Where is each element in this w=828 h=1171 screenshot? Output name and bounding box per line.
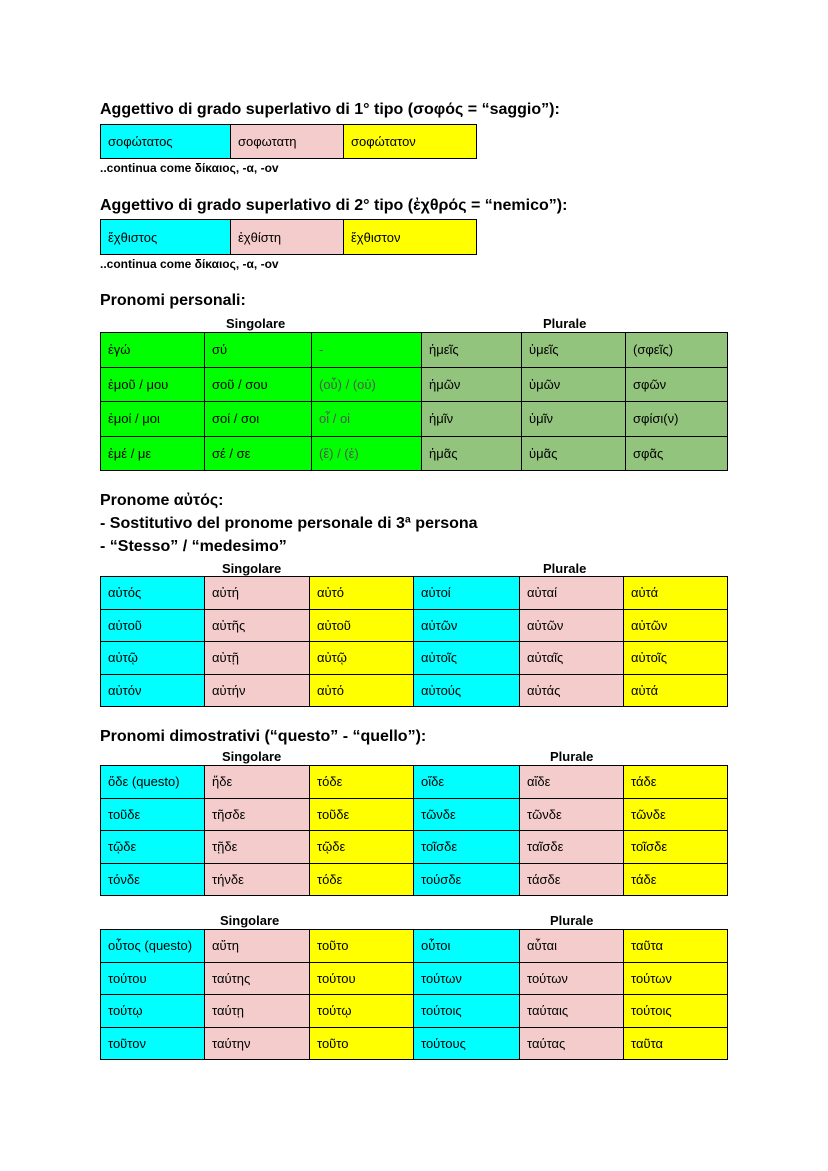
table-row [101, 220, 477, 255]
table-cell: αὐταῖς [520, 642, 624, 675]
table-row [101, 863, 728, 896]
table-row [101, 609, 728, 642]
table-row [101, 577, 728, 610]
table-cell: σοφωτατη [231, 125, 344, 159]
table-cell: ἐμέ / με [101, 436, 205, 471]
table-cell: σοφώτατον [344, 125, 477, 159]
table-cell: (οὗ) / (οὑ) [312, 367, 422, 402]
table-cell: ταύταις [520, 995, 624, 1028]
table-cell: τῶνδε [520, 798, 624, 831]
houtos-singular-label: Singolare [220, 913, 280, 928]
table-cell: αὐτῷ [310, 642, 414, 675]
table-cell: ἡμῶν [422, 367, 522, 402]
table-cell: σύ [205, 333, 312, 368]
table-cell: ὑμῖν [522, 402, 626, 437]
table-cell: ἡμεῖς [422, 333, 522, 368]
table-cell: τοῖσδε [624, 831, 728, 864]
table-row [101, 333, 728, 368]
demonstrative-plural-label: Plurale [550, 749, 594, 764]
table-cell: τόδε [310, 766, 414, 799]
table-cell: αὐτός [101, 577, 205, 610]
table-cell: τούτων [520, 962, 624, 995]
table-row [101, 798, 728, 831]
table-cell: αὐτήν [205, 674, 310, 707]
autos-plural-label: Plurale [543, 561, 587, 576]
table-cell: τάδε [624, 766, 728, 799]
autos-singular-label: Singolare [222, 561, 282, 576]
table-row [101, 831, 728, 864]
table-cell: τάσδε [520, 863, 624, 896]
table-cell: τούτῳ [310, 995, 414, 1028]
table-cell: σοφώτατος [101, 125, 231, 159]
table-cell: τάδε [624, 863, 728, 896]
table-cell: αὐτοῖς [414, 642, 520, 675]
table-cell: ταῖσδε [520, 831, 624, 864]
table-cell: τοῦτο [310, 930, 414, 963]
table-cell: τοῦτον [101, 1027, 205, 1060]
table-cell: αὐτό [310, 674, 414, 707]
table-cell: σοί / σοι [205, 402, 312, 437]
table-cell: αὐτῆς [205, 609, 310, 642]
table-cell: τόδε [310, 863, 414, 896]
table-cell: τήνδε [205, 863, 310, 896]
table-cell: αὐτά [624, 674, 728, 707]
table-cell: ταύτας [520, 1027, 624, 1060]
table-cell: τούτοις [624, 995, 728, 1028]
table-cell: τῆσδε [205, 798, 310, 831]
table-cell: αὐτῶν [520, 609, 624, 642]
table-cell: αὐτοῦ [310, 609, 414, 642]
table-cell: τούσδε [414, 863, 520, 896]
table-cell: αὐτοῦ [101, 609, 205, 642]
table-cell: σφίσι(ν) [626, 402, 728, 437]
table-cell: ὑμῶν [522, 367, 626, 402]
table-cell: ἔχθιστος [101, 220, 231, 255]
houtos-table [100, 929, 728, 1060]
superlative-1-title: Aggettivo di grado superlativo di 1° tipo (σοφός = “saggio”): [100, 101, 560, 118]
table-cell: - [312, 333, 422, 368]
table-cell: αὐτάς [520, 674, 624, 707]
table-cell: τοῦτο [310, 1027, 414, 1060]
table-row [101, 674, 728, 707]
superlative-1-table [100, 124, 477, 159]
table-row [101, 766, 728, 799]
table-cell: οὗτοι [414, 930, 520, 963]
table-row [101, 402, 728, 437]
table-cell: τούτων [624, 962, 728, 995]
table-row [101, 930, 728, 963]
table-cell: τούτου [310, 962, 414, 995]
table-cell: σφᾶς [626, 436, 728, 471]
table-cell: σφῶν [626, 367, 728, 402]
table-row [101, 1027, 728, 1060]
table-cell: τῇδε [205, 831, 310, 864]
table-cell: αὐτούς [414, 674, 520, 707]
superlative-2-note: ..continua come δίκαιος, -α, -ov [100, 257, 279, 271]
table-cell: ταῦτα [624, 930, 728, 963]
table-cell: αἵδε [520, 766, 624, 799]
table-cell: τούτου [101, 962, 205, 995]
table-cell: τούτων [414, 962, 520, 995]
table-cell: αὐτό [310, 577, 414, 610]
table-cell: ταύτῃ [205, 995, 310, 1028]
table-cell: αὗται [520, 930, 624, 963]
table-cell: ἐμοί / μοι [101, 402, 205, 437]
table-row [101, 642, 728, 675]
table-cell: ἥδε [205, 766, 310, 799]
table-cell: τούτῳ [101, 995, 205, 1028]
personal-plural-label: Plurale [543, 316, 587, 331]
table-cell: ταῦτα [624, 1027, 728, 1060]
table-cell: τούτους [414, 1027, 520, 1060]
table-cell: τόνδε [101, 863, 205, 896]
table-cell: ἔχθιστον [344, 220, 477, 255]
table-cell: αὐτοί [414, 577, 520, 610]
autos-line-1: - Sostitutivo del pronome personale di 3ª persona [100, 515, 478, 532]
table-cell: αὐταί [520, 577, 624, 610]
table-cell: (ἕ) / (ἑ) [312, 436, 422, 471]
table-cell: τούτοις [414, 995, 520, 1028]
superlative-1-note: ..continua come δίκαιος, -α, -ov [100, 161, 279, 175]
table-cell: ἐμοῦ / μου [101, 367, 205, 402]
table-cell: αὕτη [205, 930, 310, 963]
demonstrative-table [100, 765, 728, 896]
houtos-plural-label: Plurale [550, 913, 594, 928]
superlative-2-table [100, 219, 477, 255]
table-cell: τῶνδε [414, 798, 520, 831]
table-cell: τῷδε [101, 831, 205, 864]
autos-line-2: - “Stesso” / “medesimo” [100, 538, 287, 555]
table-row [101, 962, 728, 995]
table-cell: ἡμᾶς [422, 436, 522, 471]
personal-pronouns-table [100, 332, 728, 471]
table-cell: αὐτῷ [101, 642, 205, 675]
table-cell: τοῦδε [310, 798, 414, 831]
table-cell: τοῖσδε [414, 831, 520, 864]
superlative-2-title: Aggettivo di grado superlativo di 2° tipo (ἐχθρός = “nemico”): [100, 197, 568, 214]
table-cell: αὐτοῖς [624, 642, 728, 675]
demonstrative-title: Pronomi dimostrativi (“questo” - “quello”): [100, 728, 427, 745]
table-cell: ταύτης [205, 962, 310, 995]
autos-table [100, 576, 728, 707]
table-cell: ὑμᾶς [522, 436, 626, 471]
demonstrative-singular-label: Singolare [222, 749, 282, 764]
table-cell: ταύτην [205, 1027, 310, 1060]
table-cell: αὐτή [205, 577, 310, 610]
table-cell: αὐτόν [101, 674, 205, 707]
personal-singular-label: Singolare [226, 316, 286, 331]
table-cell: ὅδε (questo) [101, 766, 205, 799]
table-cell: ἐγώ [101, 333, 205, 368]
table-cell: σέ / σε [205, 436, 312, 471]
table-cell: τῷδε [310, 831, 414, 864]
table-row [101, 436, 728, 471]
table-cell: οὗτος (questo) [101, 930, 205, 963]
table-cell: αὐτά [624, 577, 728, 610]
table-cell: αὐτῇ [205, 642, 310, 675]
table-cell: (σφεῖς) [626, 333, 728, 368]
table-cell: σοῦ / σου [205, 367, 312, 402]
autos-title: Pronome αὐτός: [100, 492, 224, 509]
table-row [101, 125, 477, 159]
table-cell: ὑμεῖς [522, 333, 626, 368]
table-row [101, 995, 728, 1028]
table-cell: αὐτῶν [624, 609, 728, 642]
table-cell: αὐτῶν [414, 609, 520, 642]
table-cell: ἡμῖν [422, 402, 522, 437]
table-row [101, 367, 728, 402]
table-cell: τοῦδε [101, 798, 205, 831]
personal-pronouns-title: Pronomi personali: [100, 292, 246, 309]
table-cell: τῶνδε [624, 798, 728, 831]
table-cell: οἷ / οἱ [312, 402, 422, 437]
table-cell: ἐχθίστη [231, 220, 344, 255]
table-cell: οἵδε [414, 766, 520, 799]
